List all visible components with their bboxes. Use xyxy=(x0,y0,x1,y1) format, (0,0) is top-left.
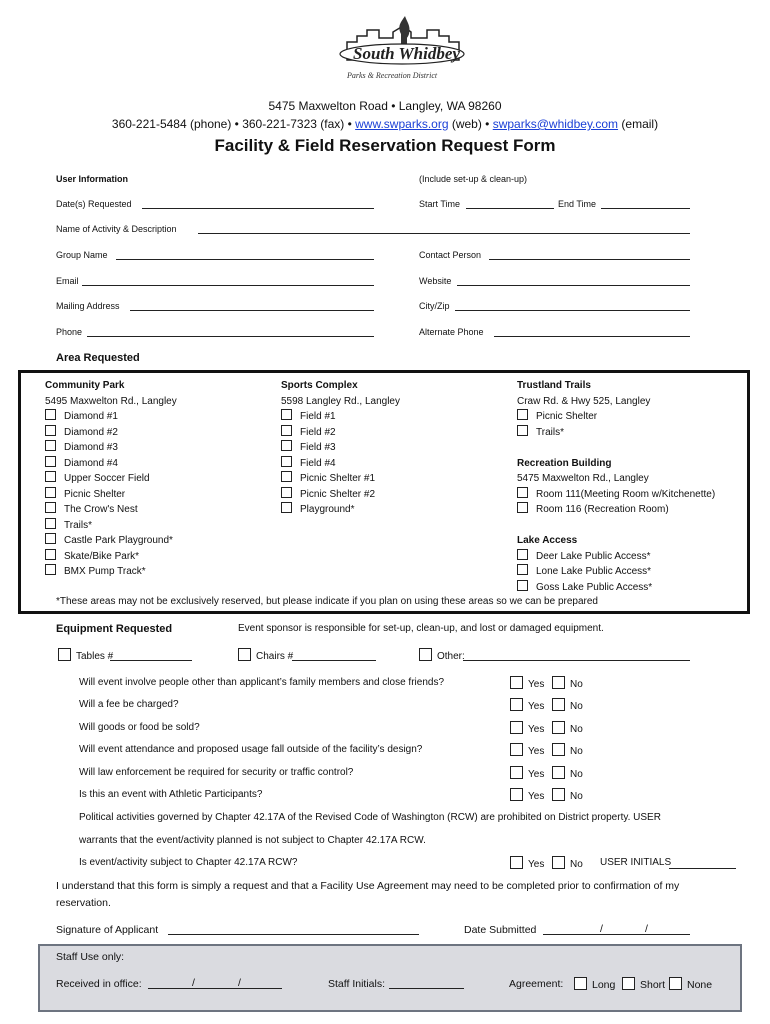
community-park-checkbox[interactable] xyxy=(45,471,56,482)
question-text: Will a fee be charged? xyxy=(79,699,179,711)
question-no-checkbox[interactable] xyxy=(552,676,565,689)
question-yes-label: Yes xyxy=(528,701,545,713)
recreation-list xyxy=(517,487,715,518)
political-no-label: No xyxy=(570,859,583,870)
sports-complex-label: Playground* xyxy=(300,504,355,515)
community-park-item[interactable] xyxy=(45,440,177,456)
sports-complex-label: Field #1 xyxy=(300,411,336,422)
cityzip-field[interactable] xyxy=(455,310,690,311)
question-yes-checkbox[interactable] xyxy=(510,698,523,711)
email-label-field: Email xyxy=(56,276,79,286)
logo-text: South Whidbey xyxy=(353,44,460,63)
logo-subtext: Parks & Recreation District xyxy=(347,71,438,80)
question-no xyxy=(552,721,583,736)
tables-field[interactable] xyxy=(110,660,192,661)
political-no-checkbox[interactable] xyxy=(552,856,565,869)
question-yes-label: Yes xyxy=(528,768,545,780)
question-no xyxy=(552,676,583,691)
community-park-item[interactable] xyxy=(45,471,177,487)
question-no-label: No xyxy=(570,791,583,802)
question-no-checkbox[interactable] xyxy=(552,698,565,711)
question-no-checkbox[interactable] xyxy=(552,721,565,734)
community-park-label: Trails* xyxy=(64,519,92,531)
lake-checkbox[interactable] xyxy=(517,580,528,591)
phone-fax: 360-221-5484 (phone) • 360-221-7323 (fax) • xyxy=(111,117,356,131)
date-submitted-field[interactable] xyxy=(543,934,690,935)
trustland-item[interactable] xyxy=(517,409,715,425)
community-park-label: Upper Soccer Field xyxy=(64,473,150,484)
community-park-item[interactable] xyxy=(45,533,177,549)
lake-label: Goss Lake Public Access* xyxy=(536,581,653,593)
page-title: Facility & Field Reservation Request Form xyxy=(214,136,556,155)
received-label: Received in office: xyxy=(56,978,142,990)
received-field[interactable] xyxy=(148,988,282,989)
staff-initials-field[interactable] xyxy=(389,988,464,989)
political-no xyxy=(552,856,583,871)
trustland-column xyxy=(517,378,715,595)
email-field[interactable] xyxy=(82,285,374,286)
other-field[interactable] xyxy=(463,660,690,661)
sports-complex-title: Sports Complex xyxy=(281,380,358,391)
recreation-address: 5475 Maxwelton Rd., Langley xyxy=(517,473,649,484)
question-yes xyxy=(510,721,544,736)
signature-label: Signature of Applicant xyxy=(56,924,159,936)
tables-label: Tables # xyxy=(76,651,114,662)
received-slash-1: / xyxy=(192,977,195,989)
community-park-checkbox[interactable] xyxy=(45,425,56,436)
community-park-label: Diamond #1 xyxy=(64,411,118,422)
cityzip-label: City/Zip xyxy=(419,301,450,311)
trustland-checkbox[interactable] xyxy=(517,409,528,420)
user-initials-label: USER INITIALS xyxy=(600,857,672,868)
alt-phone-field[interactable] xyxy=(494,336,690,337)
sports-complex-item[interactable] xyxy=(281,440,400,456)
question-text: Will event involve people other than applicant’s family members and close friends? xyxy=(79,677,445,688)
phone-label: Phone xyxy=(56,327,83,337)
email-link[interactable]: swparks@whidbey.com xyxy=(492,117,619,131)
community-park-item[interactable] xyxy=(45,549,177,565)
short-label: Short xyxy=(640,979,666,991)
question-no-label: No xyxy=(570,723,583,735)
question-yes-label: Yes xyxy=(528,746,545,758)
political-yes-label: Yes xyxy=(528,859,545,870)
community-park-label: Skate/Bike Park* xyxy=(64,550,140,562)
lake-label: Deer Lake Public Access* xyxy=(536,550,651,562)
community-park-item[interactable] xyxy=(45,456,177,472)
area-heading: Area Requested xyxy=(56,352,140,364)
question-yes-checkbox[interactable] xyxy=(510,676,523,689)
sports-complex-item[interactable] xyxy=(281,456,400,472)
understand-line2: reservation. xyxy=(56,897,111,909)
community-park-checkbox[interactable] xyxy=(45,533,56,544)
sports-complex-checkbox[interactable] xyxy=(281,425,292,436)
group-field[interactable] xyxy=(116,259,374,260)
community-park-item[interactable] xyxy=(45,564,177,580)
community-park-checkbox[interactable] xyxy=(45,440,56,451)
agreement-label: Agreement: xyxy=(509,978,564,990)
other-label: Other: xyxy=(437,651,465,662)
trustland-checkbox[interactable] xyxy=(517,425,528,436)
web-link[interactable]: www.swparks.org xyxy=(355,117,449,131)
tables-item xyxy=(58,648,113,663)
community-park-checkbox[interactable] xyxy=(45,456,56,467)
email-label: (email) xyxy=(618,117,659,131)
sports-complex-checkbox[interactable] xyxy=(281,487,292,498)
mailing-field[interactable] xyxy=(130,310,374,311)
long-label: Long xyxy=(592,979,616,991)
community-park-item[interactable] xyxy=(45,502,177,518)
question-yes-label: Yes xyxy=(528,791,545,802)
agreement-short xyxy=(622,977,665,991)
question-text: Is this an event with Athletic Participants? xyxy=(79,789,263,800)
understand-line1: I understand that this form is simply a request and that a Facility Use Agreement may need to be completed prior to confirmation of my xyxy=(56,880,680,892)
community-park-label: The Crow's Nest xyxy=(64,504,138,515)
community-park-item[interactable] xyxy=(45,487,177,503)
received-slash-2: / xyxy=(238,977,241,989)
sports-complex-item[interactable] xyxy=(281,409,400,425)
website-label: Website xyxy=(419,276,452,286)
contact-label: Contact Person xyxy=(419,250,482,260)
setup-note: (Include set-up & clean-up) xyxy=(419,174,528,184)
community-park-checkbox[interactable] xyxy=(45,487,56,498)
contact-field[interactable] xyxy=(489,259,690,260)
community-park-label: Diamond #3 xyxy=(64,442,118,453)
none-checkbox[interactable] xyxy=(669,977,682,990)
sports-complex-checkbox[interactable] xyxy=(281,502,292,513)
community-park-checkbox[interactable] xyxy=(45,502,56,513)
question-yes xyxy=(510,766,544,781)
question-yes xyxy=(510,676,544,691)
start-label: Start Time xyxy=(419,199,461,209)
long-checkbox[interactable] xyxy=(574,977,587,990)
question-no-label: No xyxy=(570,768,583,780)
lake-item[interactable] xyxy=(517,549,715,565)
lake-list xyxy=(517,549,715,596)
question-yes xyxy=(510,698,544,713)
staff-heading: Staff Use only: xyxy=(56,951,125,963)
recreation-label: Room 111(Meeting Room w/Kitchenette) xyxy=(536,488,716,500)
recreation-item[interactable] xyxy=(517,487,715,503)
address: 5475 Maxwelton Road • Langley, WA 98260 xyxy=(268,99,502,113)
lake-item[interactable] xyxy=(517,564,715,580)
community-park-label: BMX Pump Track* xyxy=(64,566,146,577)
sports-complex-item[interactable] xyxy=(281,471,400,487)
community-park-label: Diamond #2 xyxy=(64,426,118,438)
political-question: Is event/activity subject to Chapter 42.17A RCW? xyxy=(79,857,298,868)
community-park-label: Diamond #4 xyxy=(64,457,118,469)
political-line1: Political activities governed by Chapter 42.17A of the Revised Code of Washington (RCW) are prohibited on District property. USER xyxy=(79,812,661,823)
group-label: Group Name xyxy=(56,250,108,260)
political-yes xyxy=(510,856,544,871)
recreation-title: Recreation Building xyxy=(517,457,612,469)
lake-checkbox[interactable] xyxy=(517,564,528,575)
community-park-title: Community Park xyxy=(45,380,125,391)
chairs-item xyxy=(238,648,293,663)
question-yes-checkbox[interactable] xyxy=(510,721,523,734)
trustland-title: Trustland Trails xyxy=(517,380,591,391)
question-no xyxy=(552,698,583,713)
trustland-list xyxy=(517,409,715,440)
chairs-checkbox[interactable] xyxy=(238,648,251,661)
signature-field[interactable] xyxy=(168,934,419,935)
equipment-heading: Equipment Requested xyxy=(56,623,173,635)
community-park-item[interactable] xyxy=(45,518,177,534)
question-yes xyxy=(510,788,544,803)
question-no xyxy=(552,766,583,781)
recreation-checkbox[interactable] xyxy=(517,487,528,498)
sports-complex-label: Picnic Shelter #2 xyxy=(300,488,376,500)
community-park-checkbox[interactable] xyxy=(45,549,56,560)
political-yes-checkbox[interactable] xyxy=(510,856,523,869)
sports-complex-list xyxy=(281,409,400,518)
sports-complex-address: 5598 Langley Rd., Langley xyxy=(281,395,400,407)
dates-field[interactable] xyxy=(142,208,374,209)
lake-item[interactable] xyxy=(517,580,715,596)
question-no-checkbox[interactable] xyxy=(552,788,565,801)
question-no xyxy=(552,743,583,758)
short-checkbox[interactable] xyxy=(622,977,635,990)
sports-complex-checkbox[interactable] xyxy=(281,440,292,451)
question-no xyxy=(552,788,583,803)
sports-complex-label: Field #2 xyxy=(300,426,336,438)
user-info-heading: User Information xyxy=(56,174,129,184)
community-park-item[interactable] xyxy=(45,425,177,441)
sports-complex-item[interactable] xyxy=(281,487,400,503)
end-label: End Time xyxy=(558,199,597,209)
staff-initials-label: Staff Initials: xyxy=(328,978,386,990)
sports-complex-checkbox[interactable] xyxy=(281,409,292,420)
equipment-note: Event sponsor is responsible for set-up, clean-up, and lost or damaged equipment. xyxy=(238,623,604,634)
community-park-item[interactable] xyxy=(45,409,177,425)
contact-line xyxy=(0,117,770,131)
sports-complex-item[interactable] xyxy=(281,425,400,441)
sports-complex-checkbox[interactable] xyxy=(281,456,292,467)
lake-title: Lake Access xyxy=(517,535,578,546)
community-park-checkbox[interactable] xyxy=(45,409,56,420)
sports-complex-item[interactable] xyxy=(281,502,400,518)
question-yes-checkbox[interactable] xyxy=(510,788,523,801)
question-yes-checkbox[interactable] xyxy=(510,766,523,779)
community-park-checkbox[interactable] xyxy=(45,518,56,529)
date-slash-1: / xyxy=(600,923,603,935)
trustland-label: Trails* xyxy=(536,426,564,438)
political-line2: warrants that the event/activity planned is not subject to Chapter 42.17A RCW. xyxy=(79,835,426,846)
agreement-none xyxy=(669,977,712,991)
sports-complex-label: Field #3 xyxy=(300,442,336,453)
trustland-label: Picnic Shelter xyxy=(536,411,598,422)
date-slash-2: / xyxy=(645,923,648,935)
agreement-long xyxy=(574,977,615,991)
recreation-item[interactable] xyxy=(517,502,715,518)
alt-phone-label: Alternate Phone xyxy=(419,327,484,337)
sports-complex-checkbox[interactable] xyxy=(281,471,292,482)
recreation-checkbox[interactable] xyxy=(517,502,528,513)
end-field[interactable] xyxy=(601,208,690,209)
community-park-label: Castle Park Playground* xyxy=(64,535,173,546)
web-label: (web) • xyxy=(448,117,493,131)
area-footnote: *These areas may not be exclusively reserved, but please indicate if you plan on using these areas so we can be prepared xyxy=(56,596,598,607)
recreation-label: Room 116 (Recreation Room) xyxy=(536,504,669,515)
community-park-checkbox[interactable] xyxy=(45,564,56,575)
lake-label: Lone Lake Public Access* xyxy=(536,566,652,577)
question-yes-label: Yes xyxy=(528,679,545,690)
website-field[interactable] xyxy=(457,285,690,286)
other-item xyxy=(419,648,465,663)
question-text: Will event attendance and proposed usage fall outside of the facility’s design? xyxy=(79,744,423,756)
question-yes xyxy=(510,743,544,758)
chairs-label: Chairs # xyxy=(256,651,294,662)
question-text: Will law enforcement be required for security or traffic control? xyxy=(79,766,354,778)
question-no-label: No xyxy=(570,701,583,713)
dates-label: Date(s) Requested xyxy=(56,199,132,209)
user-initials-field[interactable] xyxy=(669,868,736,869)
question-no-checkbox[interactable] xyxy=(552,743,565,756)
sports-complex-label: Picnic Shelter #1 xyxy=(300,473,376,484)
tables-checkbox[interactable] xyxy=(58,648,71,661)
sports-complex-label: Field #4 xyxy=(300,457,336,469)
date-submitted-label: Date Submitted xyxy=(464,924,537,936)
community-park-address: 5495 Maxwelton Rd., Langley xyxy=(45,395,177,407)
chairs-field[interactable] xyxy=(292,660,376,661)
trustland-address: Craw Rd. & Hwy 525, Langley xyxy=(517,395,651,407)
activity-label: Name of Activity & Description xyxy=(56,224,177,234)
question-yes-checkbox[interactable] xyxy=(510,743,523,756)
community-park-column xyxy=(45,378,177,580)
phone-field[interactable] xyxy=(87,336,374,337)
start-field[interactable] xyxy=(466,208,554,209)
question-no-checkbox[interactable] xyxy=(552,766,565,779)
lake-checkbox[interactable] xyxy=(517,549,528,560)
logo xyxy=(335,12,470,84)
question-no-label: No xyxy=(570,746,583,758)
question-yes-label: Yes xyxy=(528,723,545,735)
trustland-item[interactable] xyxy=(517,425,715,441)
community-park-list xyxy=(45,409,177,580)
other-checkbox[interactable] xyxy=(419,648,432,661)
activity-field[interactable] xyxy=(198,233,690,234)
mailing-label: Mailing Address xyxy=(56,301,120,311)
community-park-label: Picnic Shelter xyxy=(64,488,126,500)
question-text: Will goods or food be sold? xyxy=(79,721,200,733)
none-label: None xyxy=(687,979,713,991)
sports-complex-column xyxy=(281,378,400,518)
question-no-label: No xyxy=(570,679,583,690)
